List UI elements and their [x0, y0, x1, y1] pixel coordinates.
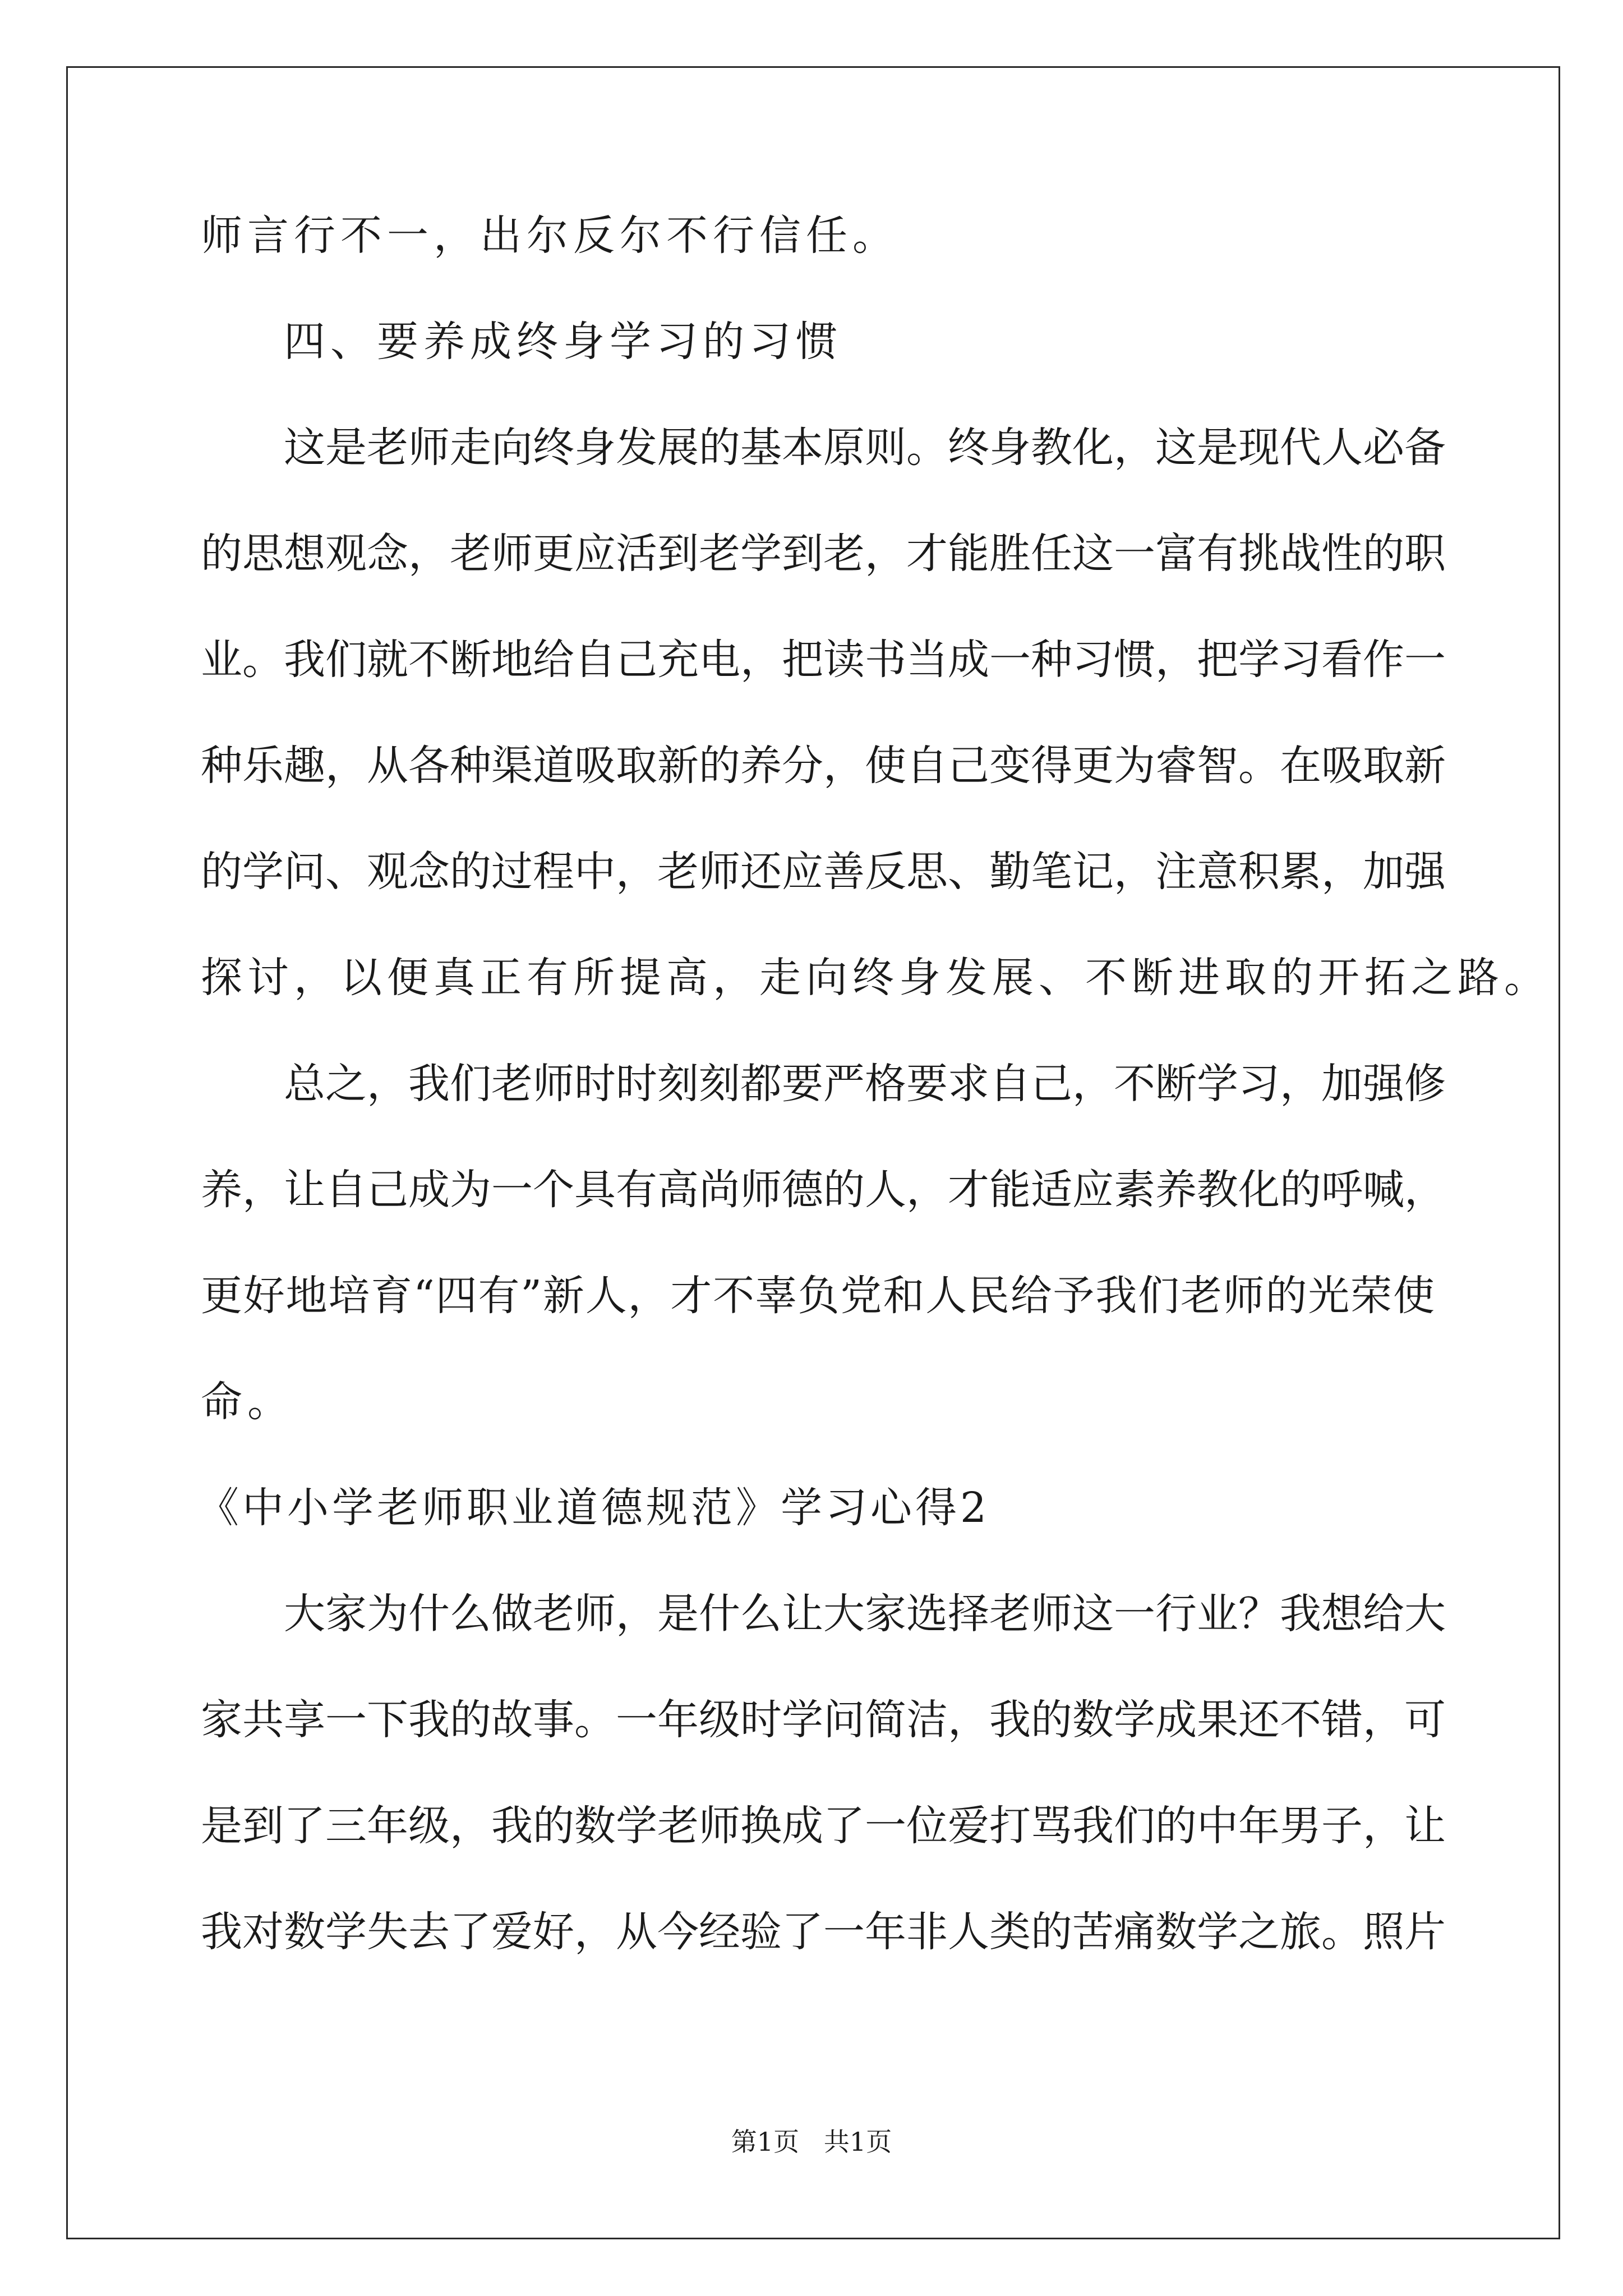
- paragraph-line: 养，让自己成为一个具有高尚师德的人，才能适应素养教化的呼喊，: [201, 1166, 1446, 1214]
- paragraph-line: 种乐趣，从各种渠道吸取新的养分，使自己变得更为睿智。在吸取新: [201, 742, 1446, 790]
- paragraph-line: 这是老师走向终身发展的基本原则。终身教化，这是现代人必备: [284, 424, 1446, 472]
- text-line: 师言行不一，出尔反尔不行信任。: [201, 211, 899, 260]
- paragraph-line: 总之，我们老师时时刻刻都要严格要求自己，不断学习，加强修: [284, 1060, 1446, 1108]
- paragraph-line: 命。: [201, 1378, 294, 1426]
- article-title: 《中小学老师职业道德规范》学习心得2: [197, 1484, 990, 1532]
- paragraph-line: 探讨，以便真正有所提高，走向终身发展、不断进取的开拓之路。: [201, 954, 1551, 1002]
- paragraph-line: 更好地培育“四有”新人，才不辜负党和人民给予我们老师的光荣使: [201, 1272, 1435, 1320]
- paragraph-line: 大家为什么做老师，是什么让大家选择老师这一行业？我想给大: [284, 1590, 1446, 1638]
- paragraph-line: 的学问、观念的过程中，老师还应善反思、勤笔记，注意积累，加强: [201, 848, 1446, 896]
- page-number-footer: 第1页 共1页: [731, 2127, 892, 2157]
- paragraph-line: 家共享一下我的故事。一年级时学问简洁，我的数学成果还不错，可: [201, 1696, 1446, 1744]
- paragraph-line: 的思想观念，老师更应活到老学到老，才能胜任这一富有挑战性的职: [201, 530, 1446, 578]
- section-heading: 四、要养成终身学习的习惯: [284, 318, 842, 366]
- paragraph-line: 是到了三年级，我的数学老师换成了一位爱打骂我们的中年男子，让: [201, 1802, 1446, 1850]
- paragraph-line: 我对数学失去了爱好，从今经验了一年非人类的苦痛数学之旅。照片: [201, 1908, 1446, 1956]
- paragraph-line: 业。我们就不断地给自己充电，把读书当成一种习惯，把学习看作一: [201, 636, 1446, 684]
